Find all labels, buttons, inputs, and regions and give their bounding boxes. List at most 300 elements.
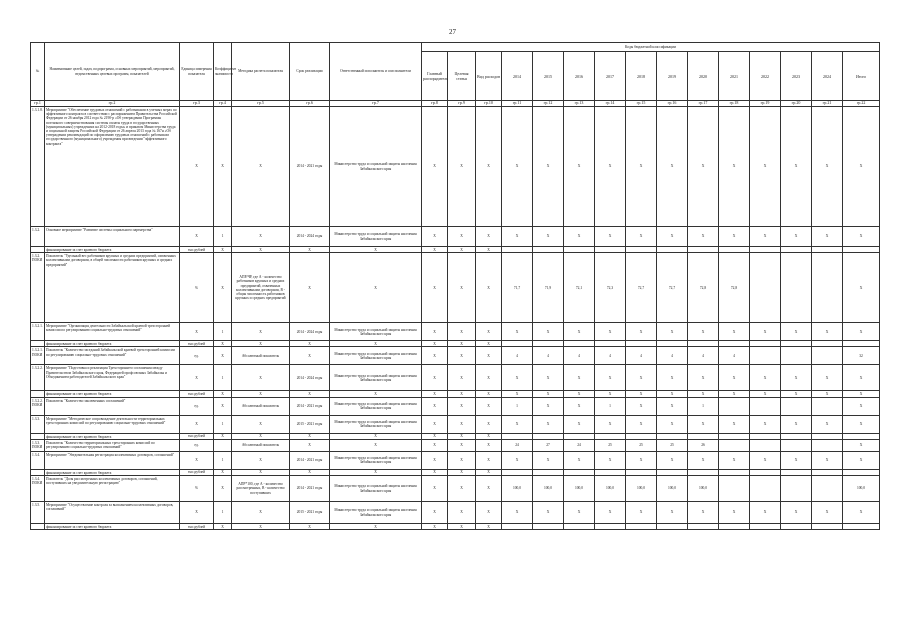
table-cell: X [448, 107, 476, 227]
table-cell: 71,7 [502, 253, 533, 323]
table-cell: Абсолютный показатель [232, 347, 290, 365]
table-cell: X [476, 451, 502, 469]
table-cell: X [781, 502, 812, 524]
table-cell: 100,0 [595, 476, 626, 502]
table-cell [781, 439, 812, 451]
table-cell: X [214, 469, 232, 475]
table-cell: X [476, 476, 502, 502]
table-cell: X [448, 524, 476, 530]
table-cell: X [595, 391, 626, 397]
table-cell: Абсолютный показатель [232, 397, 290, 415]
table-cell: 2014 - 2024 годы [290, 365, 330, 391]
table-cell: X [781, 227, 812, 247]
table-cell: X [564, 227, 595, 247]
table-cell: 72,1 [564, 253, 595, 323]
table-cell: X [533, 227, 564, 247]
table-cell [812, 253, 843, 323]
column-number-cell: гр.1 [31, 101, 45, 107]
table-cell: X [476, 469, 502, 475]
table-cell: X [750, 391, 781, 397]
table-cell: 24 [502, 439, 533, 451]
table-cell: 100,0 [564, 476, 595, 502]
table-cell: X [232, 323, 290, 341]
table-cell: X [502, 323, 533, 341]
table-cell: X [214, 341, 232, 347]
table-cell: X [688, 227, 719, 247]
header-cell: 2018 [626, 52, 657, 101]
table-cell: X [688, 107, 719, 227]
table-cell: X [626, 397, 657, 415]
table-cell: 32 [843, 347, 880, 365]
row-index-cell: 1.3.2. ПОКИ [31, 253, 45, 323]
table-cell: 2014 - 2021 годы [290, 451, 330, 469]
table-cell: 100,0 [502, 476, 533, 502]
table-cell: X [448, 476, 476, 502]
column-number-cell: гр.12 [533, 101, 564, 107]
table-cell: X [626, 502, 657, 524]
header-cell: Наименование целей, задач, подпрограмм, основных мероприятий, мероприятий, ведомственных целевых программ, показателей [45, 43, 180, 101]
table-cell: X [232, 502, 290, 524]
table-cell: X [564, 415, 595, 433]
table-cell: 4 [595, 347, 626, 365]
row-name-cell: Мероприятие "Уведомительная регистрация коллективных договоров, соглашений" [45, 451, 180, 469]
table-cell: X [843, 439, 880, 451]
table-cell: X [448, 391, 476, 397]
table-row [31, 253, 880, 323]
table-row [31, 227, 880, 247]
table-cell: X [843, 107, 880, 227]
table-cell: X [750, 365, 781, 391]
table-cell: X [564, 451, 595, 469]
table-cell: X [330, 524, 422, 530]
table-cell: X [448, 415, 476, 433]
table-cell: X [719, 227, 750, 247]
table-cell [781, 397, 812, 415]
column-number-cell: гр.17 [688, 101, 719, 107]
table-cell: 1 [688, 397, 719, 415]
table-cell: X [688, 451, 719, 469]
table-cell: X [843, 227, 880, 247]
header-cell: 2016 [564, 52, 595, 101]
table-row [31, 502, 880, 524]
table-cell: X [180, 227, 214, 247]
table-cell: X [564, 397, 595, 415]
table-cell: X [595, 323, 626, 341]
table-cell: X [180, 502, 214, 524]
table-cell: X [232, 227, 290, 247]
table-cell: X [626, 365, 657, 391]
table-cell: X [476, 107, 502, 227]
row-name-cell: Показатель "Доля рассмотренных коллективных договоров, соглашений, поступивших на уведомительную регистрацию" [45, 476, 180, 502]
table-cell: 1 [502, 397, 533, 415]
table-cell: X [232, 524, 290, 530]
table-cell: 2014 - 2024 годы [290, 323, 330, 341]
table-cell: X [422, 107, 448, 227]
table-cell: X [812, 227, 843, 247]
column-number-cell: гр.20 [781, 101, 812, 107]
table-cell: X [448, 323, 476, 341]
table-cell: 4 [564, 347, 595, 365]
table-cell: X [719, 415, 750, 433]
table-cell: X [843, 451, 880, 469]
table-cell: X [290, 433, 330, 439]
table-cell: X [502, 365, 533, 391]
column-number-cell: гр.3 [180, 101, 214, 107]
table-cell: X [422, 476, 448, 502]
table-cell [812, 397, 843, 415]
table-cell: X [781, 107, 812, 227]
table-cell: X [448, 469, 476, 475]
table-cell: 4 [688, 347, 719, 365]
table-cell: 2014 - 2021 годы [290, 397, 330, 415]
table-cell: X [422, 347, 448, 365]
table-cell: X [214, 391, 232, 397]
table-cell [595, 524, 626, 530]
table-cell: 72,7 [626, 253, 657, 323]
table-cell: X [448, 433, 476, 439]
table-cell: Министерство труда и социальной защиты населения Забайкальского края [330, 107, 422, 227]
table-cell: ед. [180, 347, 214, 365]
table-cell: X [533, 323, 564, 341]
table-cell [750, 524, 781, 530]
table-cell: X [214, 476, 232, 502]
table-cell: тыс.рублей [180, 524, 214, 530]
table-cell: X [330, 247, 422, 253]
table-cell: X [781, 391, 812, 397]
table-cell: 2015 - 2021 годы [290, 415, 330, 433]
table-cell: X [290, 247, 330, 253]
table-cell [750, 253, 781, 323]
table-cell: X [719, 451, 750, 469]
table-cell: X [750, 107, 781, 227]
table-cell: X [232, 469, 290, 475]
header-cell: Методика расчета показателя [232, 43, 290, 101]
table-cell: X [781, 451, 812, 469]
table-cell: тыс.рублей [180, 247, 214, 253]
table-cell: X [533, 415, 564, 433]
table-cell [719, 397, 750, 415]
table-cell: X [448, 502, 476, 524]
table-cell: X [180, 107, 214, 227]
table-cell [688, 524, 719, 530]
table-cell: X [232, 433, 290, 439]
table-cell: X [232, 107, 290, 227]
table-cell: X [843, 253, 880, 323]
header-cell: 2020 [688, 52, 719, 101]
column-number-cell: гр.2 [45, 101, 180, 107]
table-cell: X [502, 502, 533, 524]
table-cell: X [476, 391, 502, 397]
table-cell: X [657, 397, 688, 415]
table-cell: X [843, 323, 880, 341]
table-cell: Министерство труда и социальной защиты населения Забайкальского края [330, 415, 422, 433]
table-cell: X [657, 502, 688, 524]
table-cell: тыс.рублей [180, 469, 214, 475]
column-number-cell: гр.18 [719, 101, 750, 107]
table-cell: X [476, 247, 502, 253]
table-cell: X [657, 365, 688, 391]
header-cell: 2017 [595, 52, 626, 101]
table-cell: X [290, 253, 330, 323]
column-number-cell: гр.6 [290, 101, 330, 107]
table-cell: X [232, 247, 290, 253]
table-cell: X [422, 227, 448, 247]
table-cell: X [564, 107, 595, 227]
table-cell: 72,3 [595, 253, 626, 323]
row-name-cell: Показатель "Количество заключенных соглашений" [45, 397, 180, 415]
header-cell: 2021 [719, 52, 750, 101]
table-cell: X [564, 323, 595, 341]
table-cell: X [448, 397, 476, 415]
table-row [31, 323, 880, 341]
table-cell: X [626, 415, 657, 433]
table-cell: 100,0 [533, 476, 564, 502]
table-cell: X [533, 391, 564, 397]
table-cell: X [688, 323, 719, 341]
table-cell: 2014 - 2021 годы [290, 107, 330, 227]
table-cell [812, 476, 843, 502]
table-cell: X [533, 502, 564, 524]
header-cell: Коэффициент значимости [214, 43, 232, 101]
table-cell: 71,9 [533, 253, 564, 323]
table-cell: 100,0 [657, 476, 688, 502]
table-cell: X [750, 323, 781, 341]
table-cell: X [657, 107, 688, 227]
header-cell: 2023 [781, 52, 812, 101]
column-number-cell: гр.4 [214, 101, 232, 107]
table-cell: X [812, 365, 843, 391]
row-name-cell: финансирование за счет краевого бюджета [45, 247, 180, 253]
table-cell: X [422, 253, 448, 323]
table-cell: Министерство труда и социальной защиты населения Забайкальского края [330, 502, 422, 524]
table-cell: % [180, 476, 214, 502]
table-cell: X [502, 391, 533, 397]
table-cell: X [781, 323, 812, 341]
table-cell [719, 524, 750, 530]
row-index-cell: 1.3.2.1. ПОКИ [31, 347, 45, 365]
table-cell: X [657, 451, 688, 469]
table-cell: X [719, 107, 750, 227]
table-cell: X [214, 433, 232, 439]
table-cell: Министерство труда и социальной защиты населения Забайкальского края [330, 451, 422, 469]
row-name-cell: финансирование за счет краевого бюджета [45, 341, 180, 347]
table-cell: 4 [657, 347, 688, 365]
header-cell: Ответственный исполнитель и соисполнители [330, 43, 422, 101]
header-cell: Срок реализации [290, 43, 330, 101]
row-index-cell: 1.3.2.2. ПОКИ [31, 397, 45, 415]
table-row [31, 107, 880, 227]
table-cell: 100,0 [626, 476, 657, 502]
table-cell: X [476, 347, 502, 365]
table-cell: % [180, 253, 214, 323]
table-cell: 1 [214, 323, 232, 341]
table-cell: 24 [564, 439, 595, 451]
table-cell: X [476, 365, 502, 391]
row-index-cell: 1.3.4. [31, 451, 45, 469]
table-cell: X [290, 347, 330, 365]
table-cell: X [448, 341, 476, 347]
table-cell: X [476, 433, 502, 439]
row-index-cell: 1.3.2.2. [31, 365, 45, 391]
table-row [31, 397, 880, 415]
table-cell: X [688, 391, 719, 397]
table-cell: X [533, 107, 564, 227]
table-cell: X [422, 247, 448, 253]
table-cell: 1 [214, 365, 232, 391]
row-name-cell: Мероприятие "Обеспечение трудовых отношений с работниками в учетных мерах по эффективного контракта в соответствии с распоряжением Правительства Российской Федерации от 26 ноября 2012 года № 2190-р «Об утверждении Программы поэтапного совершенствования системы оплаты труда в государственных (муниципальных) учреждениях на 2012-2018 годы» и приказом Министерства труда и социальной защиты Российской Федерации от 26 апреля 2013 года № 167н «Об утверждении рекомендаций по оформлению трудовых отношений с работником государственного (муниципального) учреждения при введении "эффективного контракта" [45, 107, 180, 227]
table-cell: X [595, 451, 626, 469]
table-cell: 1 [214, 415, 232, 433]
table-cell [750, 439, 781, 451]
table-cell: X [812, 107, 843, 227]
table-cell: X [657, 323, 688, 341]
table-cell: X [422, 323, 448, 341]
table-cell: X [180, 323, 214, 341]
table-cell [750, 397, 781, 415]
table-cell: X [564, 502, 595, 524]
table-cell: X [232, 341, 290, 347]
row-name-cell: Показатель "Количество заседаний Забайкальской краевой трехсторонней комиссии по регулированию социально-трудовых отношений" [45, 347, 180, 365]
table-cell: X [719, 502, 750, 524]
table-cell: Министерство труда и социальной защиты населения Забайкальского края [330, 365, 422, 391]
table-cell: ед. [180, 397, 214, 415]
table-cell: X [626, 107, 657, 227]
row-name-cell: финансирование за счет краевого бюджета [45, 391, 180, 397]
table-cell: X [533, 451, 564, 469]
table-cell [502, 524, 533, 530]
table-row [31, 415, 880, 433]
table-cell [626, 524, 657, 530]
program-table [30, 42, 880, 530]
table-cell: X [214, 247, 232, 253]
table-cell: 25 [657, 439, 688, 451]
column-number-cell: гр.10 [476, 101, 502, 107]
table-cell: X [502, 227, 533, 247]
table-cell: X [476, 415, 502, 433]
table-cell: X [422, 524, 448, 530]
table-cell: 2015 - 2021 годы [290, 502, 330, 524]
table-cell: X [476, 397, 502, 415]
table-cell: X [595, 227, 626, 247]
table-cell: X [688, 365, 719, 391]
table-cell: X [330, 341, 422, 347]
table-cell: Министерство труда и социальной защиты населения Забайкальского края [330, 397, 422, 415]
table-cell: X [595, 107, 626, 227]
table-cell: Министерство труда и социальной защиты населения Забайкальского края [330, 476, 422, 502]
table-cell: X [422, 365, 448, 391]
row-index-cell: 1.3.2. [31, 227, 45, 247]
table-cell: X [290, 439, 330, 451]
table-cell: X [502, 415, 533, 433]
table-cell: X [533, 365, 564, 391]
table-cell: X [476, 341, 502, 347]
header-cell: Главный распорядитель [422, 52, 448, 101]
table-cell: X [781, 365, 812, 391]
table-row [31, 347, 880, 365]
table-cell: X [812, 415, 843, 433]
row-index-cell [31, 524, 45, 530]
column-number-cell: гр.14 [595, 101, 626, 107]
table-cell: Министерство труда и социальной защиты населения Забайкальского края [330, 347, 422, 365]
table-cell: Министерство труда и социальной защиты населения Забайкальского края [330, 227, 422, 247]
table-cell: X [626, 323, 657, 341]
column-number-cell: гр.13 [564, 101, 595, 107]
table-cell: 1 [214, 502, 232, 524]
table-cell: X [626, 451, 657, 469]
table-cell [812, 524, 843, 530]
table-cell: Абсолютный показатель [232, 439, 290, 451]
table-row [31, 439, 880, 451]
row-name-cell: Мероприятие "Осуществление контроля за выполнением коллективных договоров, соглашений" [45, 502, 180, 524]
row-name-cell: Мероприятие "Методическое сопровождение деятельности территориальных трехсторонних комиссий по регулированию социально-трудовых отношений" [45, 415, 180, 433]
row-name-cell: Мероприятие "Организация деятельности Забайкальской краевой трехсторонней комиссии по регулированию социально-трудовых отношений" [45, 323, 180, 341]
table-cell: X [290, 469, 330, 475]
page-number: 27 [449, 28, 456, 36]
table-cell: X [812, 323, 843, 341]
table-cell: X [533, 397, 564, 415]
header-cell: Вид расходов [476, 52, 502, 101]
table-cell: X [843, 415, 880, 433]
table-cell [781, 253, 812, 323]
table-cell: тыс.рублей [180, 341, 214, 347]
table-cell: 4 [533, 347, 564, 365]
row-name-cell: финансирование за счет краевого бюджета [45, 524, 180, 530]
table-cell: 4 [626, 347, 657, 365]
table-cell [781, 347, 812, 365]
row-index-cell: 1.3.3. [31, 415, 45, 433]
table-cell: X [595, 365, 626, 391]
table-cell: X [595, 502, 626, 524]
table-cell: X [422, 502, 448, 524]
header-cell: 2019 [657, 52, 688, 101]
table-cell: X [843, 397, 880, 415]
table-cell: 25 [595, 439, 626, 451]
table-cell: X [750, 502, 781, 524]
table-cell [719, 476, 750, 502]
column-number-cell: гр.8 [422, 101, 448, 107]
table-cell: X [330, 439, 422, 451]
header-cell: № [31, 43, 45, 101]
table-cell: X [422, 469, 448, 475]
table-cell: X [290, 524, 330, 530]
table-cell: X [476, 524, 502, 530]
table-cell [781, 476, 812, 502]
table-cell: X [564, 365, 595, 391]
table-cell: X [564, 391, 595, 397]
table-cell: X [448, 347, 476, 365]
table-row [31, 451, 880, 469]
table-cell: 2014 - 2024 годы [290, 227, 330, 247]
table-cell: X [180, 451, 214, 469]
table-cell: АПР/ЧР, где А - количество работников крупных и средних предприятий, охваченных коллективными договорами, В - общая численность работников крупных и средних предприятий [232, 253, 290, 323]
row-name-cell: Мероприятие "Подготовка и реализация Трехстороннего соглашения между Правительством Забайкальского края, Федерацией профсоюзных Забайкалья и Объединением работодателей Забайкальского края" [45, 365, 180, 391]
column-number-cell: гр.9 [448, 101, 476, 107]
table-cell: X [843, 365, 880, 391]
table-cell: X [422, 397, 448, 415]
table-cell: 100,0 [688, 476, 719, 502]
table-cell: АПР*100, где А - количество рассмотренных, В - количество поступивших [232, 476, 290, 502]
table-cell: X [232, 415, 290, 433]
table-cell: 2014 - 2021 годы [290, 476, 330, 502]
table-cell: 72,7 [657, 253, 688, 323]
table-cell [812, 439, 843, 451]
table-cell: X [750, 451, 781, 469]
header-cell: 2015 [533, 52, 564, 101]
row-index-cell: 1.3.5. [31, 502, 45, 524]
column-number-cell: гр.19 [750, 101, 781, 107]
table-cell: X [180, 415, 214, 433]
table-cell: X [476, 227, 502, 247]
